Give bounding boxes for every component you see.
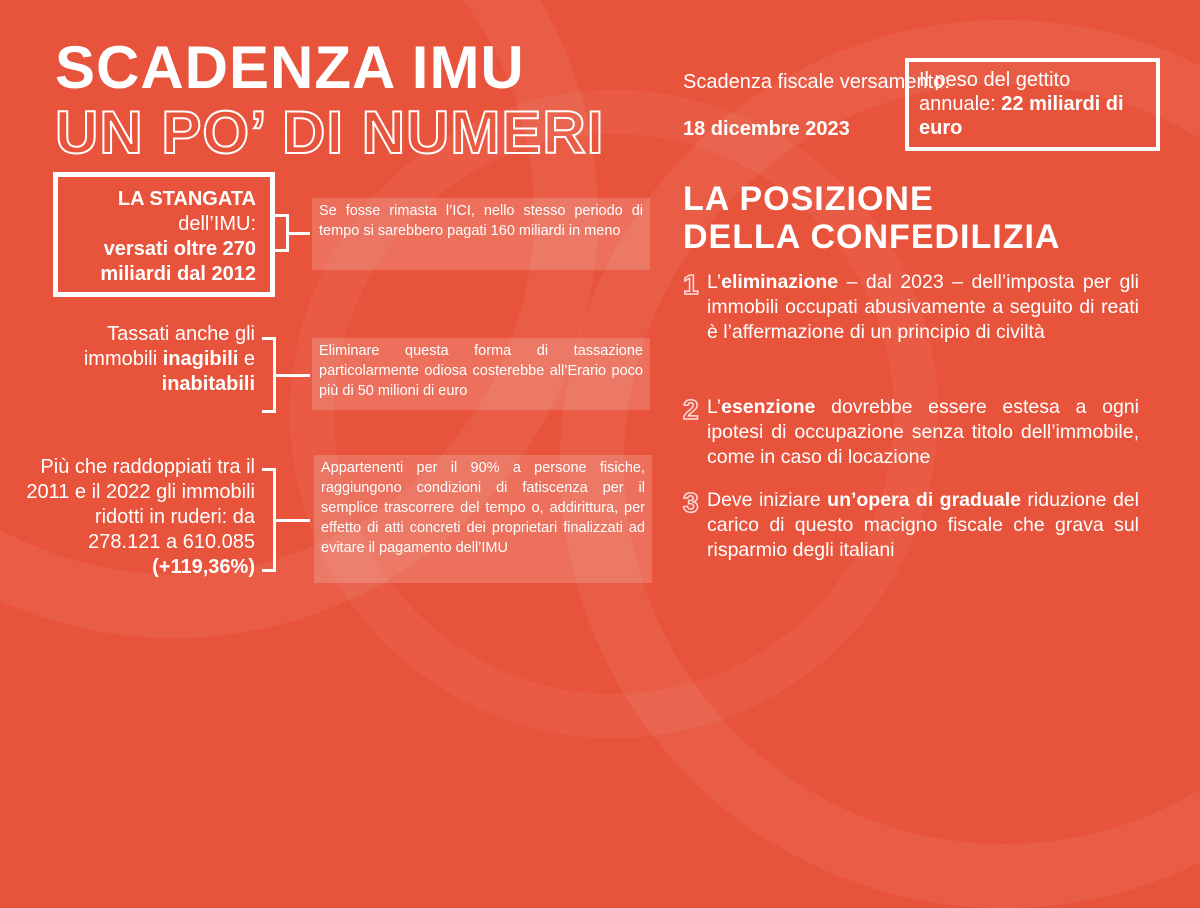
item-pre: L’ — [707, 396, 722, 418]
item-pre: Deve iniziare — [707, 489, 828, 511]
item-bold: esenzione — [721, 396, 816, 418]
connector-bracket — [262, 337, 276, 413]
connector-line — [276, 374, 310, 377]
posizione-title — [683, 180, 1061, 256]
tassati-bold-inabitabili: inabitabili — [161, 373, 255, 395]
tassati-text — [60, 322, 255, 397]
posizione-title-line1: LA POSIZIONE — [683, 180, 934, 218]
raddoppiati-text — [20, 455, 255, 580]
item-bold: un’opera di graduale — [827, 489, 1021, 511]
raddoppiati-percent: (+119,36%) — [152, 556, 255, 578]
note-ici: Se fosse rimasta l’ICI, nello stesso periodo di tempo si sarebbero pagati 160 miliardi in meno — [312, 198, 650, 270]
stangata-heading: LA STANGATA — [117, 188, 256, 210]
subtitle-outline: UN PO’ DI NUMERI — [55, 99, 605, 166]
item-pre: L’ — [707, 271, 722, 293]
peso-value: 22 miliardi di euro — [919, 93, 1124, 139]
posizione-title-line2: DELLA CONFEDILIZIA — [683, 218, 1061, 256]
scadenza-date: 18 dicembre 2023 — [683, 118, 850, 140]
number-2-icon: 2 — [683, 394, 699, 425]
connector-bracket — [262, 468, 276, 572]
posizione-item-text — [707, 488, 1139, 563]
note-tassazione: Eliminare questa forma di tassazione particolarmente odiosa costerebbe all’Erario poco più di 50 milioni di euro — [312, 338, 650, 410]
tassati-mid: e — [238, 348, 255, 370]
stangata-subheading: dell’IMU: — [178, 213, 256, 235]
tassati-pre: Tassati anche gli immobili — [83, 323, 255, 370]
item-post: – dal 2023 – dell’imposta per gli immobili occupati abusivamente a seguito di reati è l’affermazione di un principio di civiltà — [707, 271, 1139, 343]
item-post: riduzione del carico di questo macigno fiscale che grava sul risparmio degli italiani — [707, 489, 1139, 561]
posizione-item-text — [707, 270, 1139, 345]
note-ruderi: Appartenenti per il 90% a persone fisiche, raggiungono condizioni di fatiscenza per il semplice trascorrere del tempo o, addirittura, per effetto di atti concreti dei proprietari finalizzati ad evitare il pagamento dell’IMU — [314, 455, 652, 583]
connector-bracket — [275, 214, 289, 252]
item-post: dovrebbe essere estesa a ogni ipotesi di occupazione senza titolo dell’immobile, come in caso di locazione — [707, 396, 1139, 468]
scadenza-label: Scadenza fiscale versamento: — [683, 71, 950, 93]
stangata-value: versati oltre 270 miliardi dal 2012 — [100, 238, 256, 285]
number-3-icon: 3 — [683, 487, 699, 518]
stangata-box — [53, 172, 275, 297]
main-title: SCADENZA IMU — [55, 34, 525, 101]
raddoppiati-pre: Più che raddoppiati tra il 2011 e il 2022 gli immobili ridotti in ruderi: da 278.121 a 610.085 — [26, 456, 255, 553]
peso-gettito-box — [905, 58, 1160, 151]
item-bold: eliminazione — [721, 271, 839, 293]
connector-line — [276, 519, 310, 522]
posizione-item-text — [707, 395, 1139, 470]
connector-line — [289, 232, 310, 235]
tassati-bold-inagibili: inagibili — [162, 348, 239, 370]
number-1-icon: 1 — [683, 269, 699, 300]
peso-text: Il peso del gettito annuale: — [919, 69, 1071, 115]
